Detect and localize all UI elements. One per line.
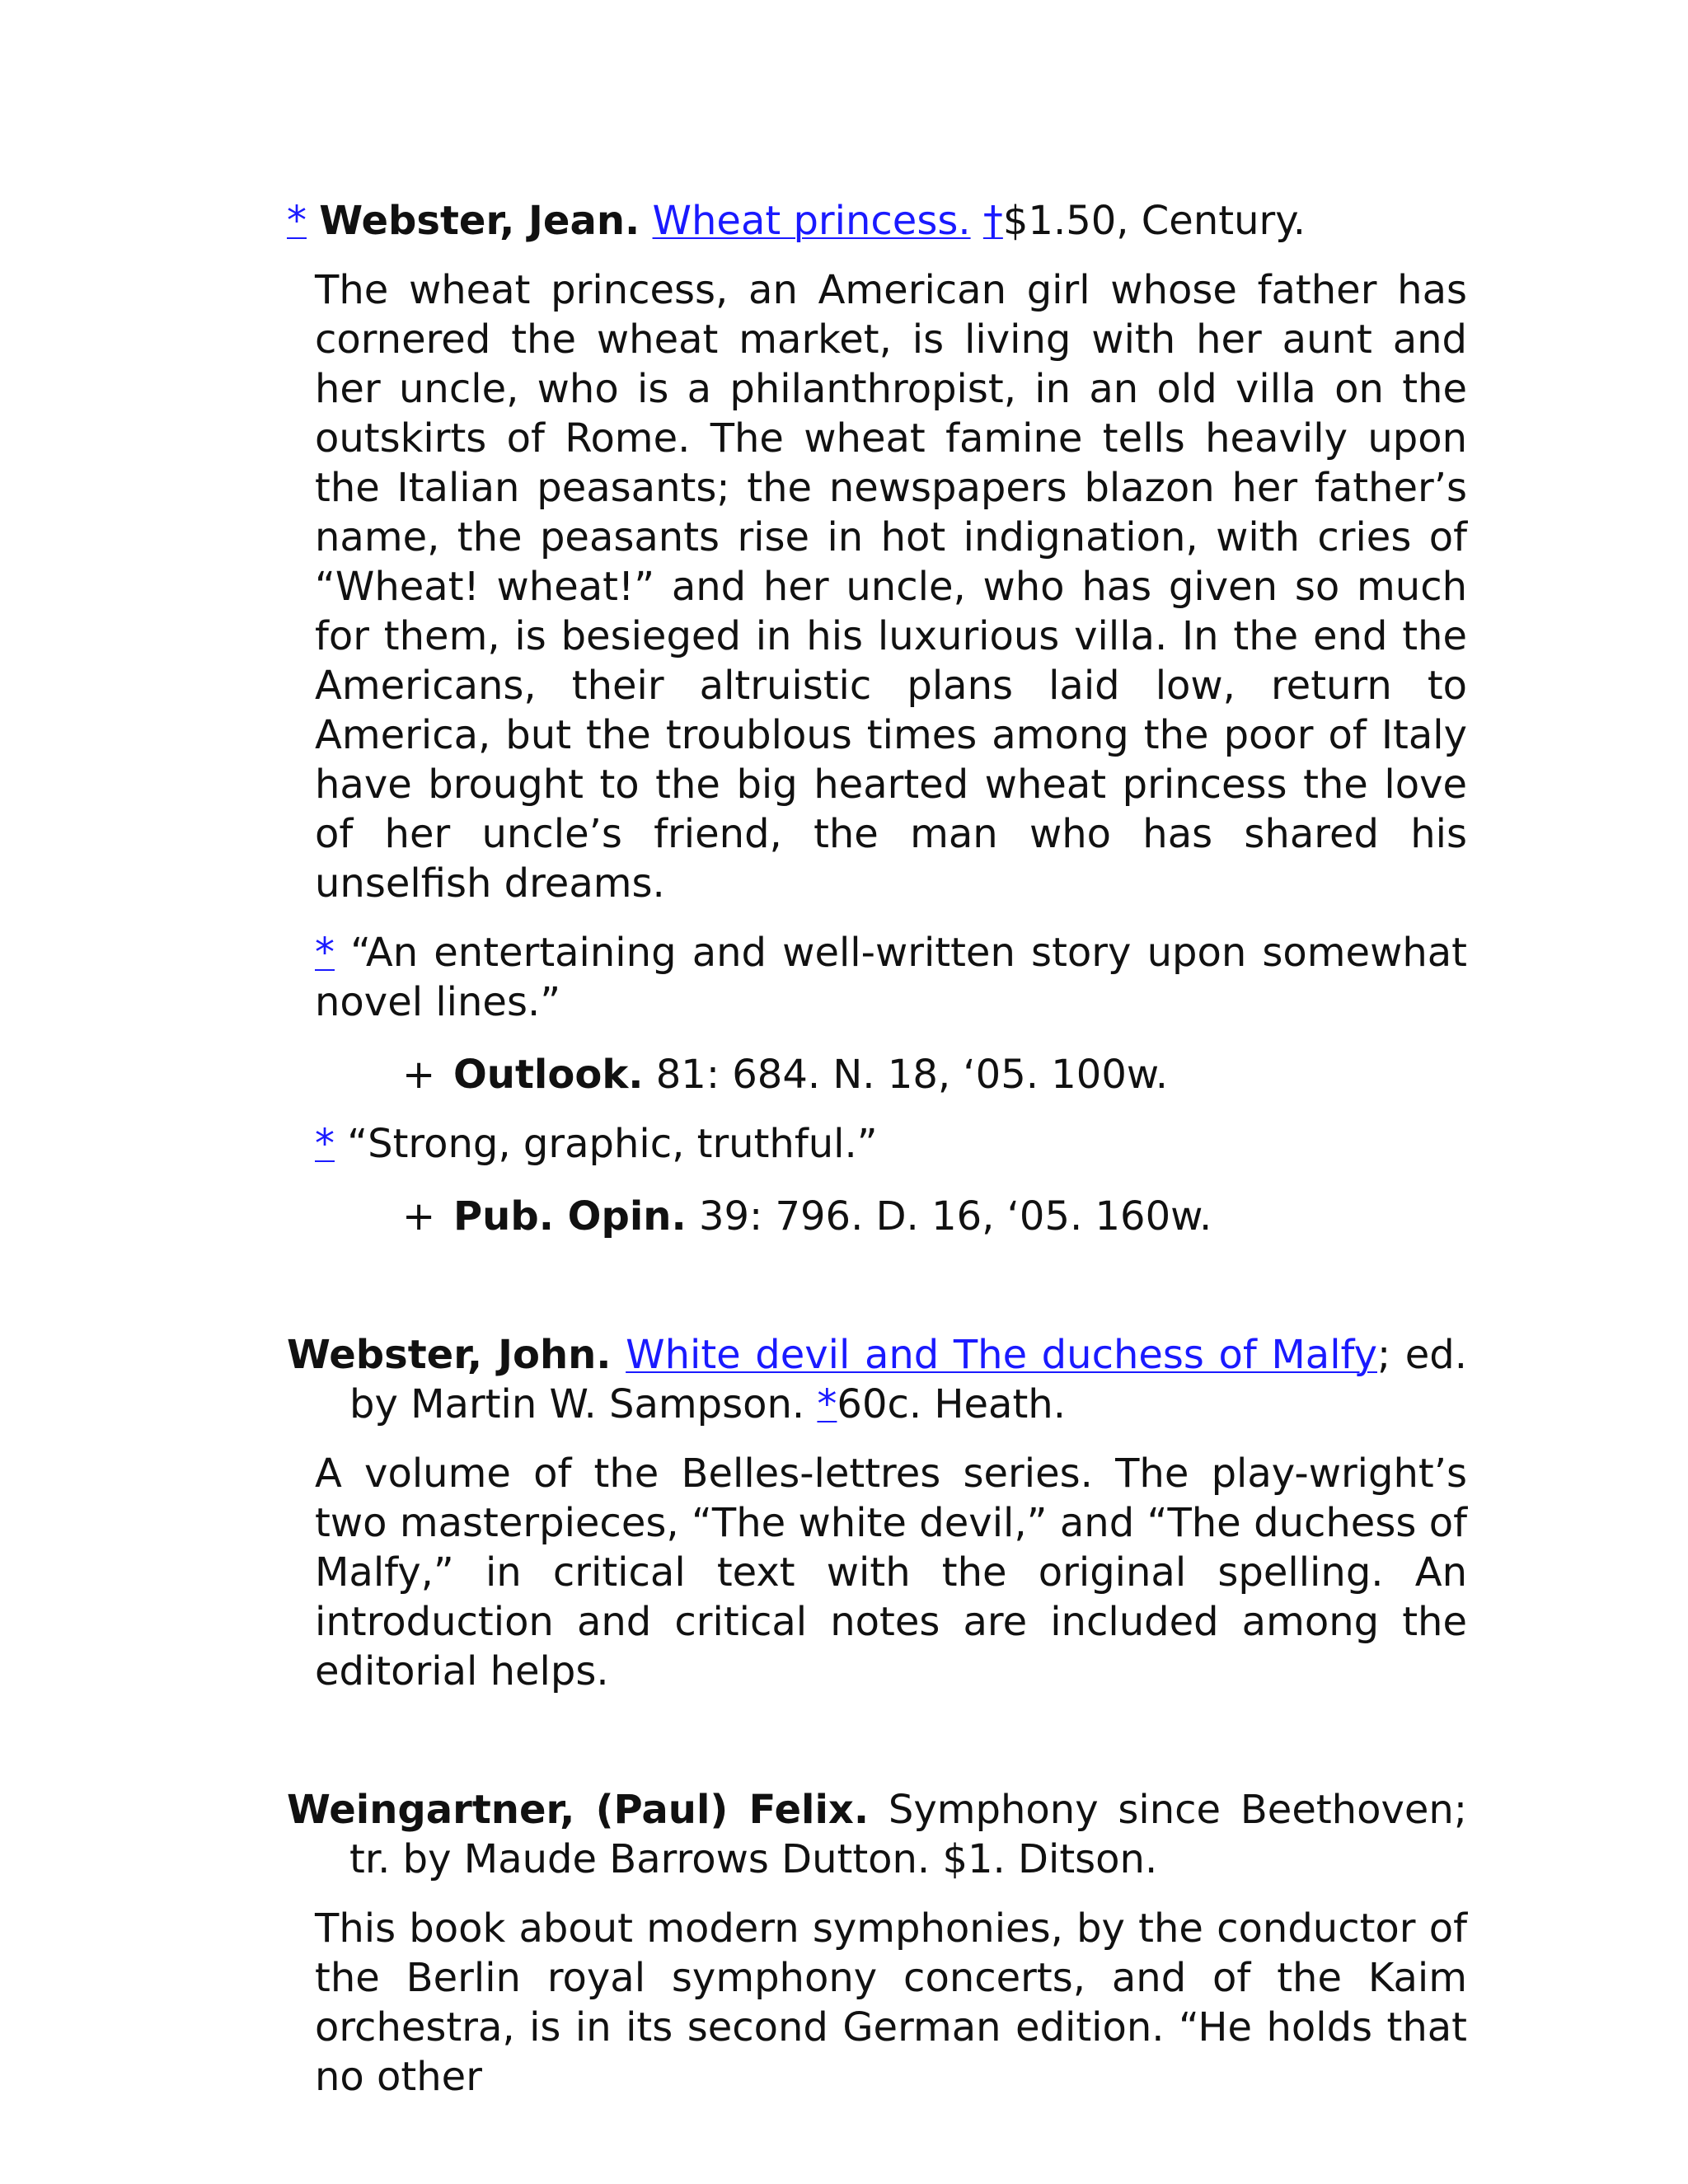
dagger-link[interactable]: †: [982, 198, 1003, 244]
entry-publication: $1.50, Century.: [1002, 198, 1306, 244]
asterisk-link[interactable]: *: [287, 198, 307, 244]
review-citation-text: 39: 796. D. 16, ‘05. 160w.: [698, 1193, 1212, 1240]
entry-description: A volume of the Belles-lettres series. The play-wright’s two masterpieces, “The white devil,” and “The duchess of Malfy,” in critical text with the original spelling. An introduction and critical notes are included among the editorial helps.: [315, 1451, 1467, 1694]
entry-publication: 60c. Heath.: [837, 1381, 1066, 1427]
review-sign: +: [402, 1052, 436, 1098]
title-link[interactable]: White devil and The duchess of Malfy: [626, 1332, 1377, 1378]
entry-description: This book about modern symphonies, by the conductor of the Berlin royal symphony concerts, and of the Kaim orchestra, is in its second German edition. “He holds that no other: [315, 1905, 1467, 2100]
asterisk-link[interactable]: *: [817, 1381, 837, 1427]
document-page: [287, 196, 1467, 2102]
entry-author: Weingartner, (Paul) Felix.: [287, 1787, 870, 1833]
review-quote-text: “An entertaining and well-written story upon somewhat novel lines.”: [315, 930, 1467, 1025]
entry-webster-jean: [287, 196, 1467, 1241]
review-quote-text: “Strong, graphic, truthful.”: [347, 1121, 878, 1167]
review-sign: +: [402, 1193, 436, 1240]
entry-author: Webster, John.: [287, 1332, 612, 1378]
entry-heading: [287, 1785, 1467, 1884]
entry-heading: [287, 196, 1467, 246]
entry-author: Webster, Jean.: [319, 198, 640, 244]
entry-description: The wheat princess, an American girl whose father has cornered the wheat market, is living with her aunt and her uncle, who is a philanthropist, in an old villa on the outskirts of Rome. The wheat famine tells heavily upon the Italian peasants; the newspapers blazon her father’s name, the peasants rise in hot indignation, with cries of “Wheat! wheat!” and her uncle, who has given so much for them, is besieged in his luxurious villa. In the end the Americans, their altruistic plans laid low, return to America, but the troublous times among the poor of Italy have brought to the big hearted wheat princess the love of her uncle’s friend, the man who has shared his unselfish dreams.: [315, 267, 1467, 907]
review-source: Outlook.: [453, 1052, 644, 1098]
review-citation: [402, 1192, 1467, 1241]
review-quote: [315, 928, 1467, 1027]
asterisk-link[interactable]: *: [315, 1121, 335, 1167]
title-link[interactable]: Wheat princess.: [652, 198, 971, 244]
review-citation-text: 81: 684. N. 18, ‘05. 100w.: [655, 1052, 1168, 1098]
asterisk-link[interactable]: *: [315, 930, 335, 976]
entry-webster-john: [287, 1330, 1467, 1696]
entry-editor: ; ed. by Martin W. Sampson.: [349, 1332, 1468, 1427]
entry-weingartner: [287, 1785, 1467, 2102]
entry-heading: [287, 1330, 1467, 1429]
review-quote: [315, 1119, 1467, 1169]
review-source: Pub. Opin.: [453, 1193, 687, 1240]
review-citation: [402, 1050, 1467, 1099]
entry-title-publication: Symphony since Beethoven; tr. by Maude Barrows Dutton. $1. Ditson.: [349, 1787, 1467, 1882]
